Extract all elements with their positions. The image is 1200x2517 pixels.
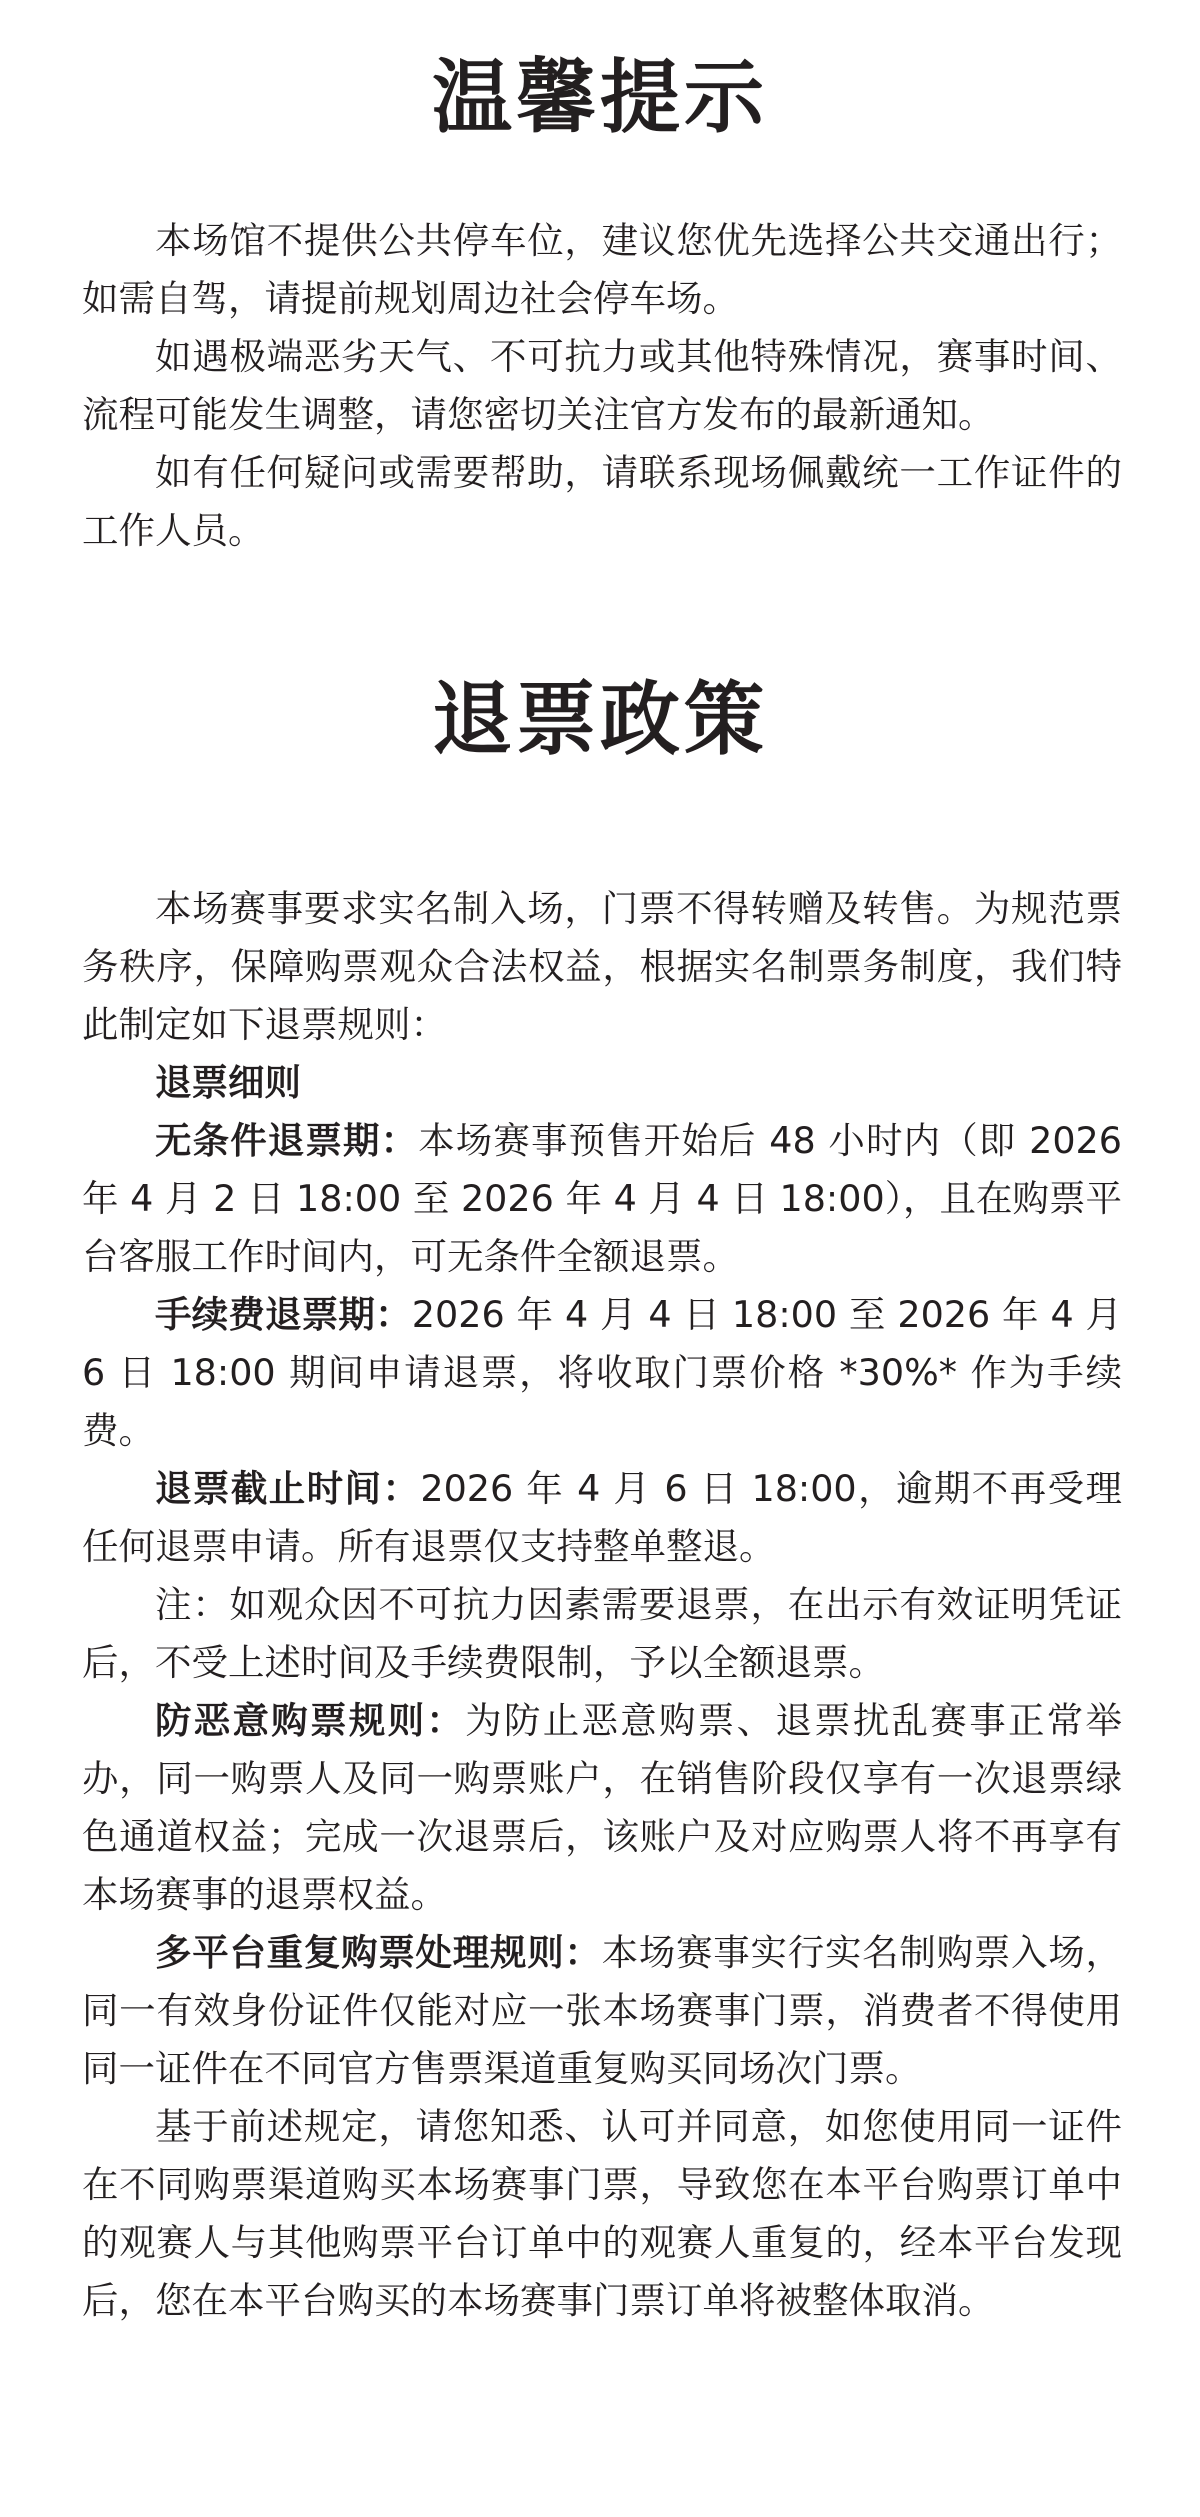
multi-platform-rule <box>82 1924 1122 2098</box>
deadline-rule <box>82 1460 1122 1576</box>
refund-body <box>82 880 1122 2330</box>
fee-period-rule <box>82 1286 1122 1460</box>
notice-paragraph: 如遇极端恶劣天气、不可抗力或其他特殊情况，赛事时间、流程可能发生调整，请您密切关注官方发布的最新通知。 <box>82 335 1122 436</box>
unconditional-label: 无条件退票期： <box>155 1119 419 1162</box>
fee-period-label: 手续费退票期： <box>155 1293 412 1336</box>
anti-malicious-rule <box>82 1692 1122 1924</box>
deadline-label: 退票截止时间： <box>155 1467 421 1510</box>
refund-intro: 本场赛事要求实名制入场，门票不得转赠及转售。为规范票务秩序，保障购票观众合法权益，根据实名制票务制度，我们特此制定如下退票规则： <box>82 887 1122 1046</box>
multi-platform-text: 本场赛事实行实名制购票入场，同一有效身份证件仅能对应一张本场赛事门票，消费者不得使用同一证件在不同官方售票渠道重复购买同场次门票。 <box>82 1931 1123 2090</box>
multi-platform-label: 多平台重复购票处理规则： <box>155 1931 602 1974</box>
deadline-text: 2026 年 4 月 6 日 18:00，逾期不再受理任何退票申请。所有退票仅支持整单整退。 <box>82 1467 1123 1568</box>
refund-title: 退票政策 <box>432 673 768 766</box>
closing-paragraph: 基于前述规定，请您知悉、认可并同意，如您使用同一证件在不同购票渠道购买本场赛事门票，导致您在本平台购票订单中的观赛人与其他购票平台订单中的观赛人重复的，经本平台发现后，您在本平台购买的本场赛事门票订单将被整体取消。 <box>82 2105 1122 2322</box>
fee-period-text: 2026 年 4 月 4 日 18:00 至 2026 年 4 月 6 日 18:00 期间申请退票，将收取门票价格 *30%* 作为手续费。 <box>82 1293 1123 1452</box>
unconditional-rule <box>82 1112 1122 1286</box>
anti-malicious-label: 防恶意购票规则： <box>155 1699 466 1742</box>
notice-paragraph: 本场馆不提供公共停车位，建议您优先选择公共交通出行；如需自驾，请提前规划周边社会停车场。 <box>82 219 1122 320</box>
rules-heading: 退票细则 <box>155 1061 301 1104</box>
notice-title: 温馨提示 <box>432 51 768 144</box>
anti-malicious-text: 为防止恶意购票、退票扰乱赛事正常举办，同一购票人及同一购票账户，在销售阶段仅享有一次退票绿色通道权益；完成一次退票后，该账户及对应购票人将不再享有本场赛事的退票权益。 <box>82 1699 1123 1916</box>
unconditional-text: 本场赛事预售开始后 48 小时内（即 2026 年 4 月 2 日 18:00 至 2026 年 4 月 4 日 18:00），且在购票平台客服工作时间内，可无条件全额退票。 <box>82 1119 1122 1278</box>
notice-paragraph: 如有任何疑问或需要帮助，请联系现场佩戴统一工作证件的工作人员。 <box>82 451 1122 552</box>
force-majeure-note: 注：如观众因不可抗力因素需要退票，在出示有效证明凭证后，不受上述时间及手续费限制，予以全额退票。 <box>82 1583 1122 1684</box>
notice-body <box>82 212 1122 560</box>
